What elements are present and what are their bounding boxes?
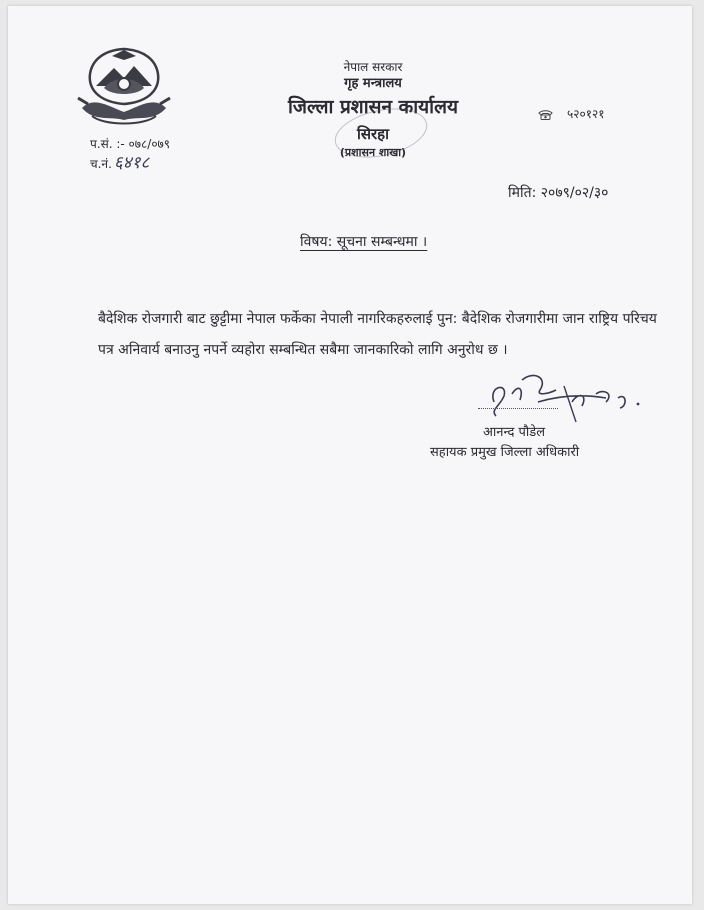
- office-name: जिल्ला प्रशासन कार्यालय: [287, 96, 459, 118]
- signature-line: [478, 408, 558, 409]
- district-name: सिरहा: [356, 125, 389, 143]
- letter-date: मिति: २०७९/०२/३०: [508, 185, 609, 201]
- letter-body: बैदेशिक रोजगारी बाट छुट्टीमा नेपाल फर्केका नेपाली नागरिकहरुलाई पुन: बैदेशिक रोजगारीमा जान राष्ट्रिय परिचय पत्र अनिवार्य बनाउनु नपर्ने व्यहोरा सम्बन्धित सबैमा जानकारिको लागि अनुरोध छ ।: [98, 311, 657, 358]
- government-name: नेपाल सरकार: [343, 60, 403, 74]
- signatory-title: सहायक प्रमुख जिल्ला अधिकारी: [430, 445, 580, 460]
- dispatch-label: च.नं.: [90, 157, 112, 172]
- handwritten-signature: [478, 372, 648, 426]
- reference-block: [90, 136, 170, 175]
- branch-name: (प्रशासन शाखा): [339, 146, 407, 159]
- telephone-icon: [538, 110, 553, 120]
- dispatch-reference: [90, 152, 170, 175]
- dispatch-number: ६४१८: [113, 153, 150, 174]
- fiscal-year-reference: प.सं. :- ०७८/०७९: [90, 137, 171, 151]
- letter-page: [8, 6, 692, 904]
- signatory-name: आनन्द पौडेल: [483, 425, 546, 440]
- letter-subject: विषय: सूचना सम्बन्धमा ।: [300, 234, 428, 250]
- nepal-emblem-icon: [74, 46, 174, 128]
- ministry-name: गृह मन्त्रालय: [344, 76, 402, 91]
- phone-number: [538, 105, 604, 122]
- phone-value: ५२०१२१: [567, 107, 605, 121]
